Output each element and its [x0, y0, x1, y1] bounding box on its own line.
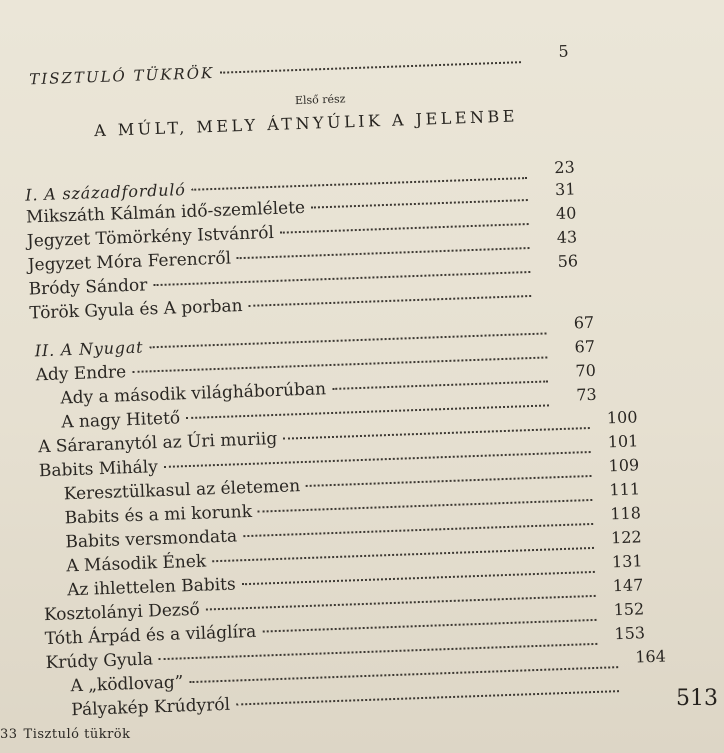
dot-leader — [220, 60, 521, 74]
toc-entry-page: 70 — [575, 360, 597, 381]
toc-entry-page: 56 — [557, 251, 579, 272]
toc-entry-page: 23 — [554, 157, 576, 178]
dot-leader — [192, 176, 527, 191]
dot-leader — [206, 594, 596, 611]
dot-leader — [149, 331, 546, 348]
toc-entry-title: Bródy Sándor — [28, 275, 148, 300]
toc-entry-page: 153 — [614, 623, 646, 644]
toc-entry-title: I. A századforduló — [25, 179, 187, 205]
toc-entry-title: Ady a második világháborúban — [60, 379, 327, 409]
footer-title: Tisztuló tükrök — [23, 727, 131, 742]
toc-entry-title: Ady Endre — [35, 362, 127, 386]
toc-entry-title: II. A Nyugat — [34, 337, 144, 361]
toc-entry-title: A „ködlovag” — [70, 672, 184, 697]
running-footer — [0, 727, 131, 742]
toc-entry-title: Jegyzet Tömörkény Istvánról — [26, 222, 275, 252]
toc-entry-page: 164 — [634, 646, 667, 667]
toc-entry-page: 111 — [609, 479, 641, 500]
toc-entry-page: 109 — [608, 455, 640, 476]
dot-leader — [262, 618, 596, 633]
toc-entry-page: 131 — [611, 551, 643, 572]
page-number: 513 — [676, 686, 718, 711]
dot-leader — [236, 689, 619, 705]
toc-entry-title: Mikszáth Kálmán idő-szemlélete — [25, 197, 306, 228]
toc-entry-page: 31 — [554, 179, 576, 200]
dot-leader — [153, 270, 530, 286]
dot-leader — [306, 474, 592, 487]
part-label: Első rész — [294, 92, 346, 108]
toc-entry-title: Az ihlettelen Babits — [66, 574, 237, 601]
toc-entry-page: 122 — [610, 527, 642, 548]
toc-entry-page: 147 — [612, 575, 644, 596]
toc-entry-title: Keresztülkasul az életemen — [63, 476, 301, 505]
toc-entry-page — [537, 290, 579, 291]
dot-leader — [258, 498, 592, 513]
dot-leader — [311, 198, 528, 209]
dot-leader — [237, 246, 530, 259]
toc-entry-page: 5 — [558, 41, 569, 61]
toc-entry-title: Kosztolányi Dezső — [43, 599, 201, 626]
toc-entry-title: Babits és a mi korunk — [64, 501, 253, 529]
toc-entry-page: 152 — [613, 599, 645, 620]
toc-entry-page: 67 — [573, 312, 595, 333]
toc-entry-page: 118 — [609, 503, 642, 524]
dot-leader — [242, 570, 595, 585]
dot-leader — [243, 522, 593, 537]
toc-entry-page: 100 — [606, 407, 638, 428]
toc-entry-title: Tóth Árpád és a világlíra — [44, 621, 257, 650]
toc-entry-title: Babits Mihály — [38, 457, 159, 482]
toc-entry-title: Krúdy Gyula — [45, 649, 154, 674]
dot-leader — [248, 294, 531, 307]
dot-leader — [164, 450, 591, 468]
dot-leader — [212, 546, 594, 562]
dot-leader — [189, 665, 618, 683]
toc-entry-title: TISZTULÓ TÜKRÖK — [28, 63, 215, 89]
dot-leader — [283, 426, 590, 440]
toc-entry-title: A nagy Hitető — [60, 408, 181, 433]
footer-signature-number: 33 — [0, 727, 18, 742]
toc-entry-page: 73 — [575, 384, 597, 405]
dot-leader — [280, 222, 529, 234]
dot-leader — [186, 403, 549, 419]
toc-entry-title: A Második Ének — [65, 551, 207, 577]
toc-entry-intro — [28, 41, 569, 89]
part-heading: A MÚLT, MELY ÁTNYÚLIK A JELENBE — [93, 106, 519, 141]
toc-entry-page: 40 — [555, 203, 577, 224]
toc-entry-page: 43 — [556, 227, 578, 248]
toc-entry-title: Pályakép Krúdyról — [71, 694, 231, 721]
dot-leader — [132, 355, 547, 372]
toc-entry-title: Jegyzet Móra Ferencről — [27, 248, 232, 276]
toc-entry-title: Babits versmondata — [65, 526, 238, 553]
dot-leader — [332, 379, 548, 390]
toc-entry-title: Török Gyula és A porban — [29, 296, 243, 324]
toc-entry-page — [625, 685, 667, 686]
toc-entry-page: 101 — [607, 431, 639, 452]
dot-leader — [159, 642, 597, 660]
toc-entry-title: A Sáraranytól az Úri muriig — [37, 428, 278, 458]
toc-entry-page: 67 — [574, 336, 596, 357]
